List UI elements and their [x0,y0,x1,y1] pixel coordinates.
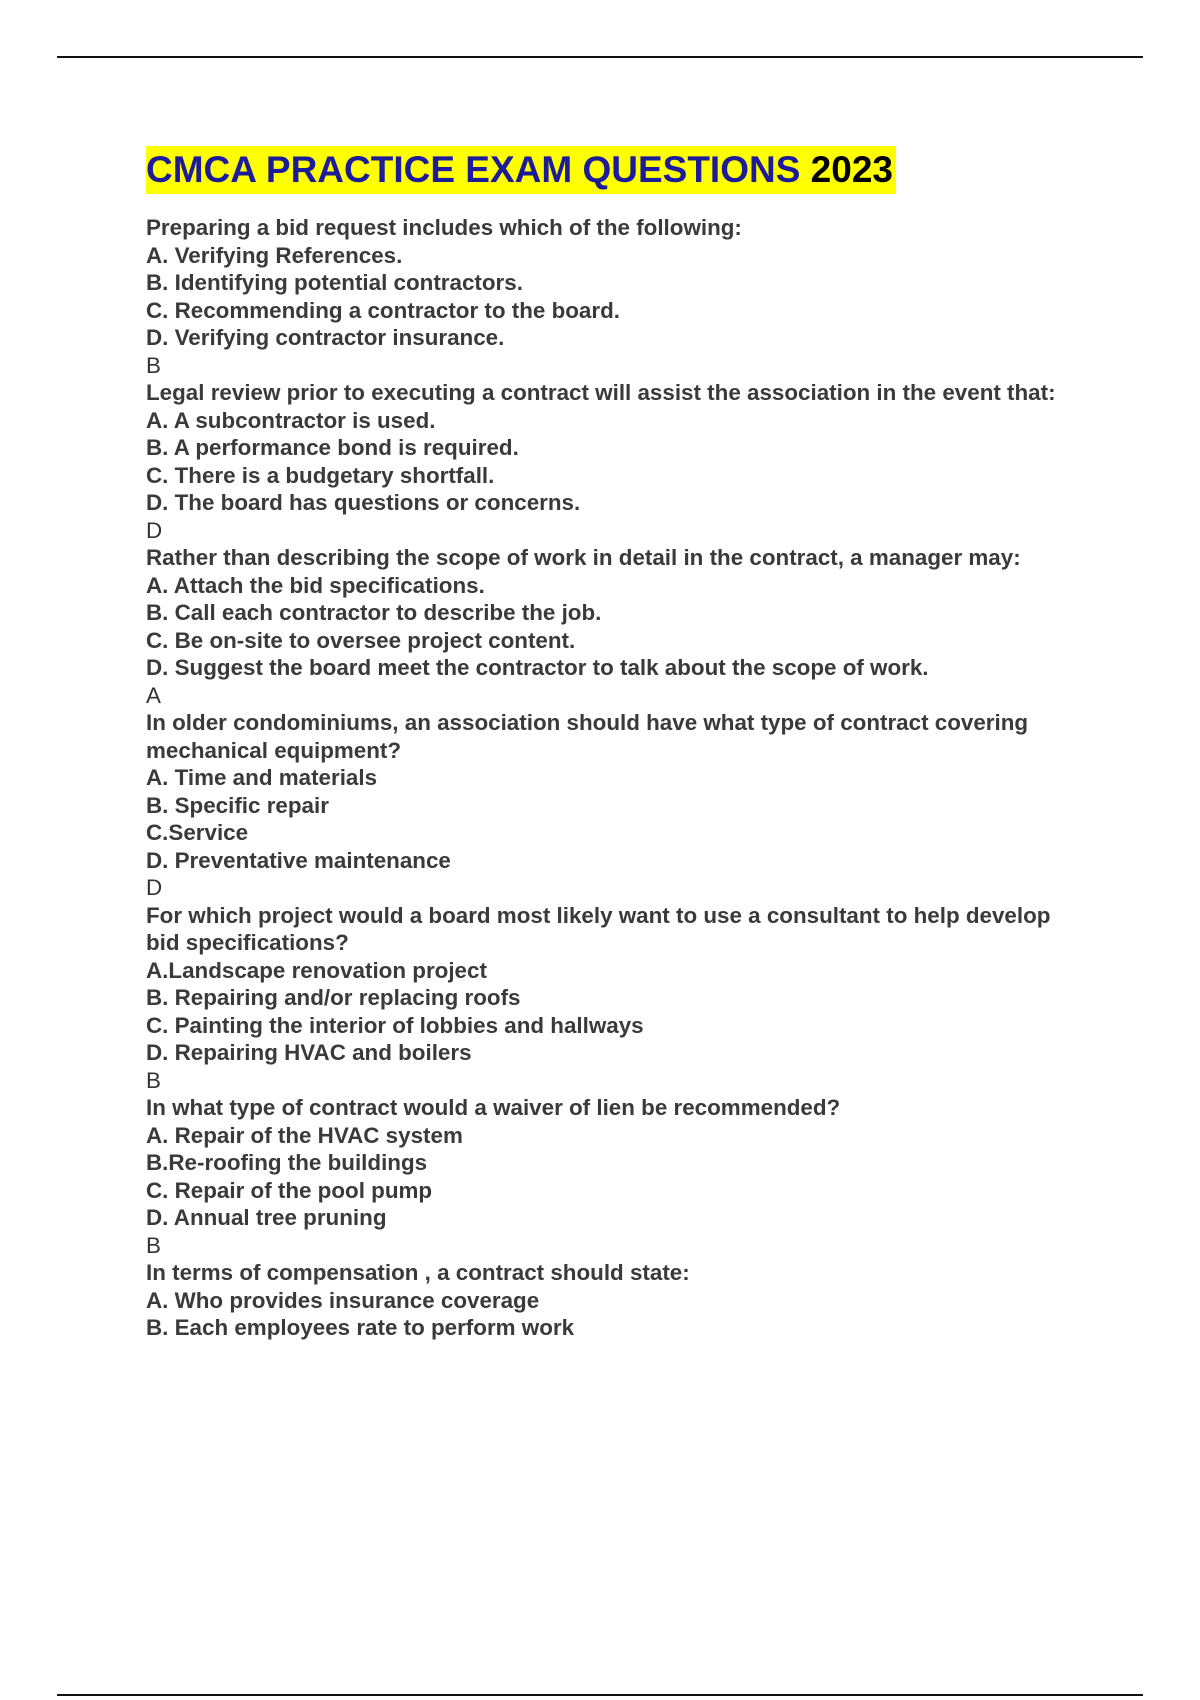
answer-letter: D [146,875,163,900]
question-text: In what type of contract would a waiver of lien be recommended? [146,1095,841,1120]
top-rule [57,56,1143,58]
option-b: B. Repairing and/or replacing roofs [146,985,521,1010]
bottom-rule [57,1694,1143,1696]
option-b: B. Call each contractor to describe the job. [146,600,602,625]
question-text: Legal review prior to executing a contract will assist the association in the event that: [146,380,1056,405]
question-block-6 [146,1094,1086,1259]
option-c: C. Be on-site to oversee project content. [146,627,576,653]
answer-letter: B [146,352,161,378]
question-block-3 [146,544,1086,709]
document-body [146,146,1086,1342]
option-d: D. Repairing HVAC and boilers [146,1040,472,1065]
option-a: A. Verifying References. [146,242,403,268]
option-b: B.Re-roofing the buildings [146,1150,428,1175]
option-a: A. Repair of the HVAC system [146,1122,463,1148]
question-text: In older condominiums, an association should have what type of contract covering mechanical equipment? [146,710,1029,763]
option-a: A. Attach the bid specifications. [146,572,485,598]
option-c: C. There is a budgetary shortfall. [146,462,495,488]
option-a: A. Who provides insurance coverage [146,1287,540,1313]
option-c: C.Service [146,820,249,845]
question-block-4 [146,709,1086,902]
answer-letter: A [146,682,161,708]
option-b: B. Each employees rate to perform work [146,1315,575,1340]
option-b: B. A performance bond is required. [146,435,519,460]
question-block-5 [146,902,1086,1095]
question-block-1 [146,214,1086,379]
option-d: D. Annual tree pruning [146,1205,387,1230]
option-d: D. Verifying contractor insurance. [146,325,505,350]
answer-letter: D [146,517,163,543]
question-text: Rather than describing the scope of work in detail in the contract, a manager may: [146,545,1021,570]
document-title [146,146,896,194]
option-a: A. A subcontractor is used. [146,407,436,433]
question-text: In terms of compensation , a contract should state: [146,1260,690,1285]
option-c: C. Painting the interior of lobbies and hallways [146,1012,644,1038]
option-b: B. Specific repair [146,792,329,818]
answer-letter: B [146,1232,161,1258]
title-main: CMCA PRACTICE EXAM QUESTIONS [146,149,801,190]
option-a: A.Landscape renovation project [146,957,487,983]
option-d: D. The board has questions or concerns. [146,490,581,515]
option-c: C. Repair of the pool pump [146,1177,433,1203]
option-d: D. Preventative maintenance [146,847,451,873]
option-a: A. Time and materials [146,765,378,790]
option-c: C. Recommending a contractor to the board. [146,297,620,323]
title-year: 2023 [810,149,893,190]
question-text: Preparing a bid request includes which of the following: [146,215,742,240]
question-block-7 [146,1259,1086,1342]
question-block-2 [146,379,1086,544]
answer-letter: B [146,1067,161,1093]
option-d: D. Suggest the board meet the contractor to talk about the scope of work. [146,655,929,680]
option-b: B. Identifying potential contractors. [146,270,523,295]
question-text: For which project would a board most likely want to use a consultant to help develop bid specifications? [146,902,1051,955]
